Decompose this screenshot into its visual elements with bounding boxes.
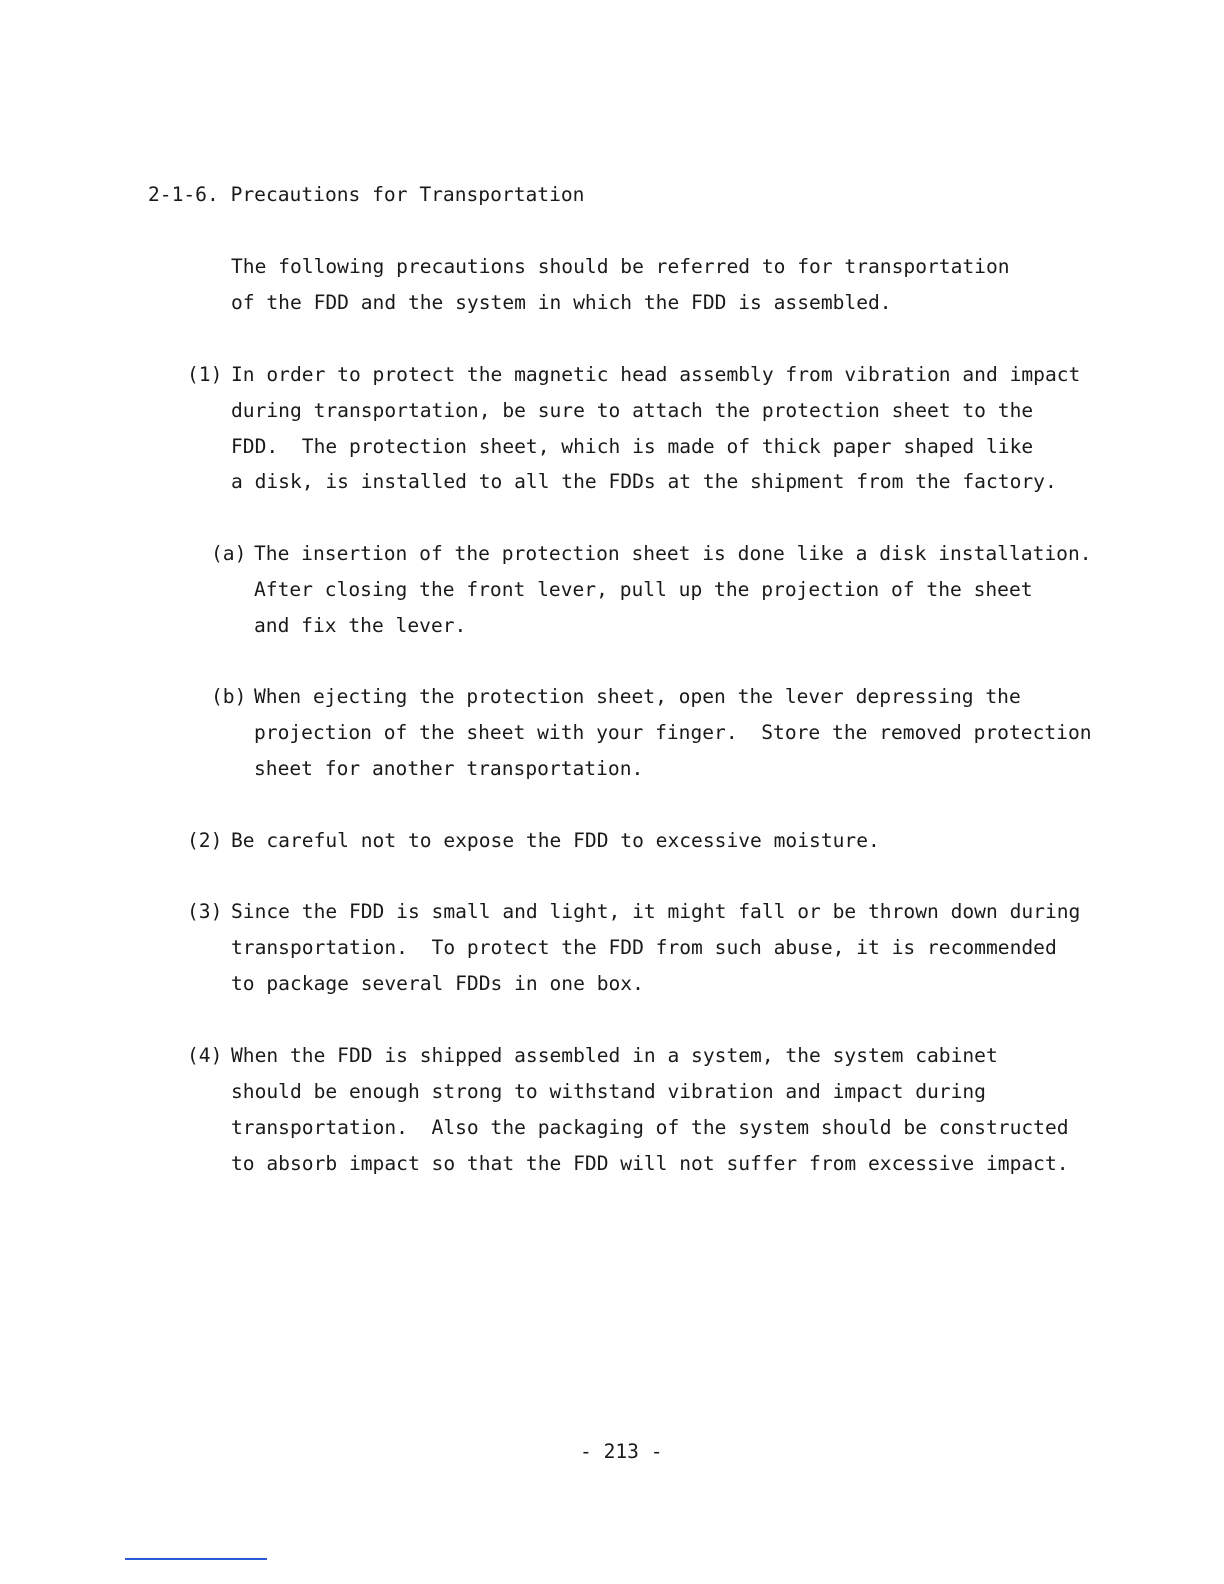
item-2-label: (2) bbox=[187, 829, 223, 852]
item-1a-line-2: After closing the front lever, pull up the projection of the sheet bbox=[254, 578, 1033, 601]
item-1a-line-3: and fix the lever. bbox=[254, 614, 467, 637]
item-1-line-2: during transportation, be sure to attach the protection sheet to the bbox=[231, 399, 1034, 422]
item-4-line-4: to absorb impact so that the FDD will not suffer from excessive impact. bbox=[231, 1152, 1069, 1175]
item-3-line-3: to package several FDDs in one box. bbox=[231, 972, 644, 995]
item-1a-line-1: The insertion of the protection sheet is done like a disk installation. bbox=[254, 542, 1092, 565]
intro-line-1: The following precautions should be referred to for transportation bbox=[231, 255, 1010, 278]
item-3-line-1: Since the FDD is small and light, it might fall or be thrown down during bbox=[231, 900, 1081, 923]
intro-line-2: of the FDD and the system in which the FDD is assembled. bbox=[231, 291, 892, 314]
item-3-line-2: transportation. To protect the FDD from such abuse, it is recommended bbox=[231, 936, 1057, 959]
item-1-line-4: a disk, is installed to all the FDDs at the shipment from the factory. bbox=[231, 470, 1057, 493]
item-4-line-1: When the FDD is shipped assembled in a system, the system cabinet bbox=[231, 1044, 998, 1067]
item-4-line-3: transportation. Also the packaging of the system should be constructed bbox=[231, 1116, 1069, 1139]
item-1b-line-2: projection of the sheet with your finger. Store the removed protection bbox=[254, 721, 1092, 744]
section-heading: 2-1-6. Precautions for Transportation bbox=[148, 183, 585, 206]
item-1a-label: (a) bbox=[211, 542, 247, 565]
item-1b-line-3: sheet for another transportation. bbox=[254, 757, 644, 780]
item-2-line-1: Be careful not to expose the FDD to excessive moisture. bbox=[231, 829, 880, 852]
page-number: - 213 - bbox=[580, 1440, 663, 1463]
item-4-line-2: should be enough strong to withstand vibration and impact during bbox=[231, 1080, 986, 1103]
bottom-rule-line bbox=[125, 1558, 267, 1560]
item-1-line-1: In order to protect the magnetic head assembly from vibration and impact bbox=[231, 363, 1081, 386]
item-4-label: (4) bbox=[187, 1044, 223, 1067]
item-1-line-3: FDD. The protection sheet, which is made of thick paper shaped like bbox=[231, 435, 1034, 458]
item-1b-label: (b) bbox=[211, 685, 247, 708]
item-3-label: (3) bbox=[187, 900, 223, 923]
item-1b-line-1: When ejecting the protection sheet, open the lever depressing the bbox=[254, 685, 1021, 708]
item-1-label: (1) bbox=[187, 363, 223, 386]
